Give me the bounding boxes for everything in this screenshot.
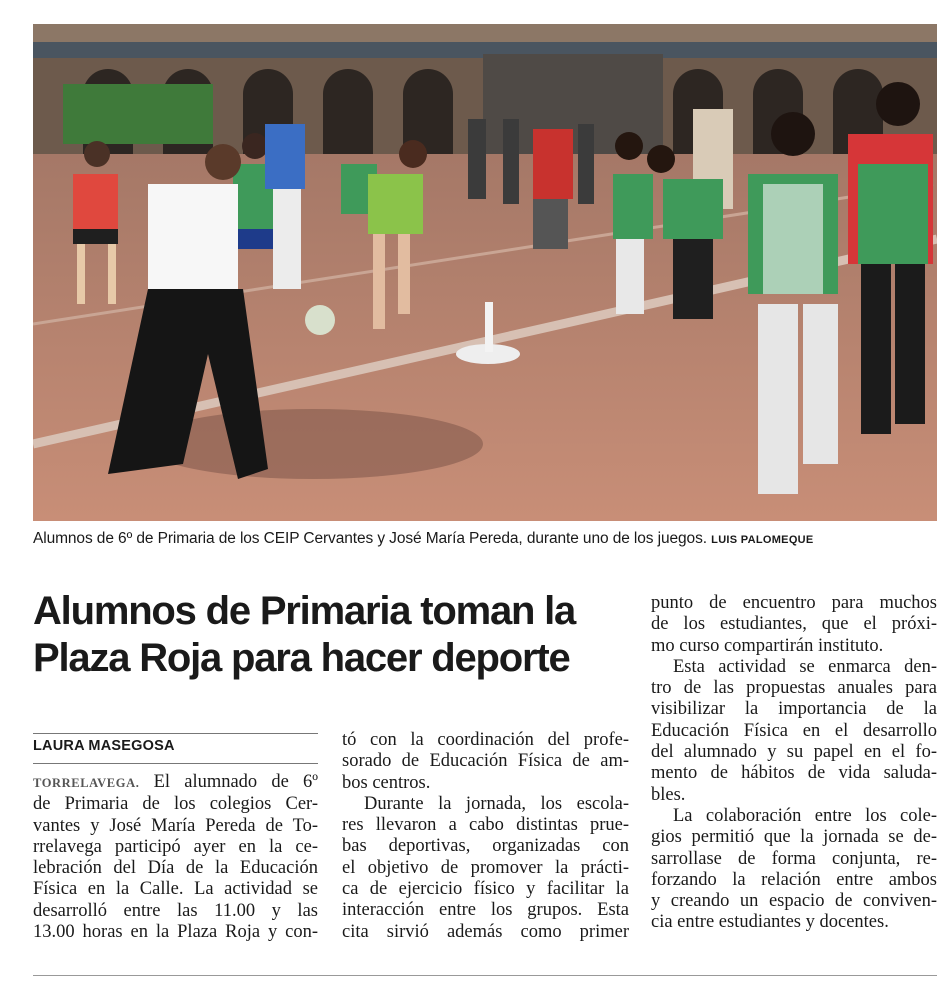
column-line: res llevaron a cabo distintas prue- — [342, 815, 629, 836]
column-line: Durante la jornada, los escola- — [364, 793, 629, 814]
caption-text: Alumnos de 6º de Primaria de los CEIP Cervantes y José María Pereda, durante uno de los juegos. — [33, 530, 707, 547]
column-line: Esta actividad se enmarca den- — [673, 656, 937, 677]
column-line: forzando la relación entre ambos — [651, 869, 937, 890]
column-line: TORRELAVEGA. El alumnado de 6º — [33, 772, 318, 792]
column-line: cita sirvió además como primer — [342, 921, 629, 942]
column-line: del alumnado y su papel en el fo- — [651, 742, 937, 763]
column-line: mento de hábitos de vida saluda- — [651, 763, 937, 784]
column-line: bles. — [651, 784, 686, 805]
column-line: punto de encuentro para muchos — [651, 593, 937, 613]
column-line: Física en la Calle. La actividad se — [33, 879, 318, 900]
column-line: de los estudiantes, que el próxi- — [651, 614, 937, 635]
column-line: y creando un espacio de conviven- — [651, 891, 937, 912]
column-line: ca de ejercicio físico y facilitar la — [342, 879, 629, 900]
column-line: Educación Física en el desarrollo — [651, 720, 937, 741]
column-line: bos centros. — [342, 772, 431, 793]
column-line: lebración del Día de la Educación — [33, 858, 318, 879]
column-line: sorado de Educación Física de am- — [342, 751, 629, 772]
headline-line-2: Plaza Roja para hacer deporte — [33, 636, 570, 680]
byline-rule-top — [33, 733, 318, 734]
column-line: de Primaria de los colegios Cer- — [33, 794, 318, 815]
column-line: cia entre estudiantes y docentes. — [651, 912, 889, 933]
dateline: TORRELAVEGA. — [33, 776, 140, 790]
column-line: sarrollase de forma conjunta, re- — [651, 848, 937, 869]
bottom-rule — [33, 975, 937, 976]
column-line: bas deportivas, organizadas con — [342, 836, 629, 857]
byline: LAURA MASEGOSA — [33, 738, 175, 754]
column-line: gios permitió que la jornada se de- — [651, 827, 937, 848]
column-line: mo curso compartirán instituto. — [651, 635, 884, 656]
headline-line-1: Alumnos de Primaria toman la — [33, 589, 576, 633]
column-line: vantes y José María Pereda de To- — [33, 815, 318, 836]
column-line: el objetivo de promover la prácti- — [342, 857, 629, 878]
article-column-2 — [342, 730, 629, 943]
column-line: tro de las propuestas anuales para — [651, 678, 937, 699]
column-line: rrelavega participó ayer en la ce- — [33, 836, 318, 857]
column-line: visibilizar la importancia de la — [651, 699, 937, 720]
article-column-1 — [33, 772, 318, 943]
column-line: desarrolló entre las 11.00 y las — [33, 900, 318, 921]
photo-caption — [33, 527, 937, 551]
photo-image — [33, 24, 937, 521]
column-line: La colaboración entre los cole- — [673, 805, 937, 826]
byline-rule-bottom — [33, 763, 318, 764]
column-line: interacción entre los grupos. Esta — [342, 900, 629, 921]
column-line: tó con la coordinación del profe- — [342, 730, 629, 750]
photo-credit: LUIS PALOMEQUE — [711, 534, 814, 546]
headline — [33, 588, 633, 682]
news-photo — [33, 24, 937, 521]
column-line: 13.00 horas en la Plaza Roja y con- — [33, 922, 318, 943]
article-column-3 — [651, 593, 937, 934]
